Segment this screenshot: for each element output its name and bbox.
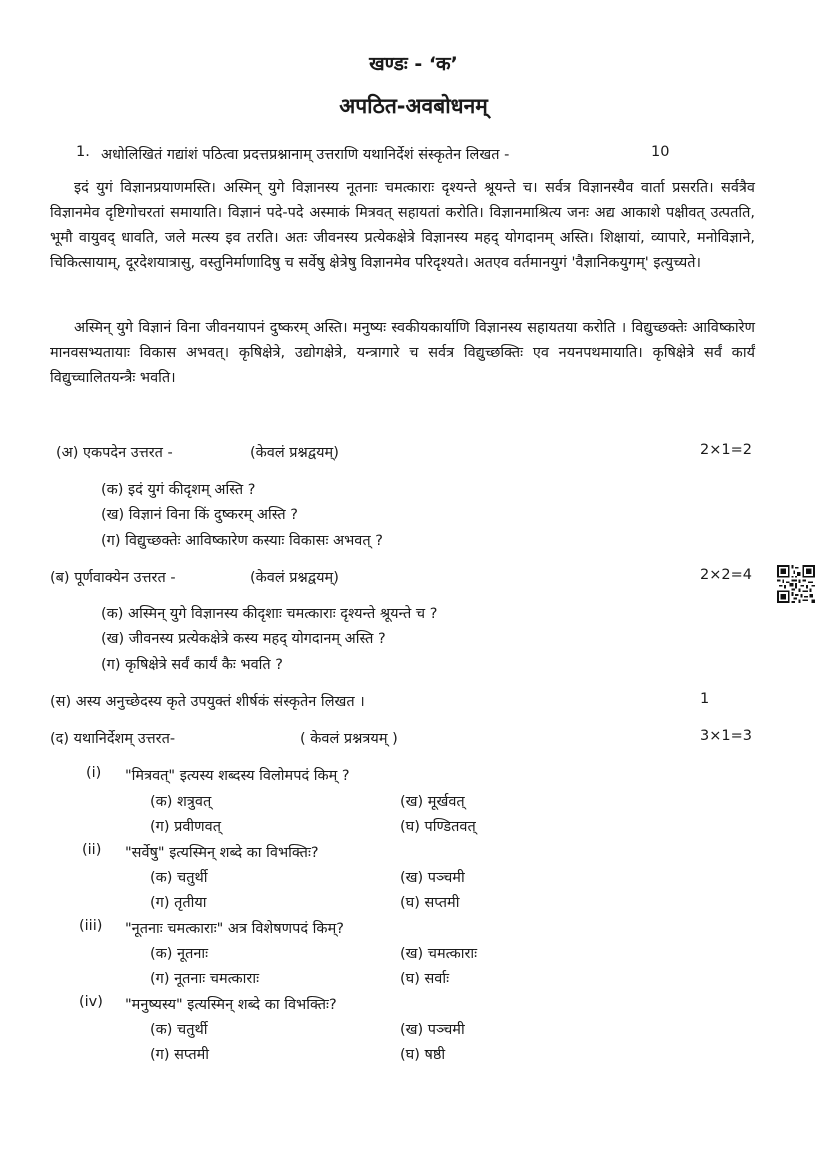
question-marks: 10 [651,144,670,160]
question-number: 1. [76,144,90,160]
option: (ख) मूर्खवत् [400,794,465,810]
sub-question-text: "मित्रवत्" इत्यस्य शब्दस्य विलोमपदं किम् ? [125,768,350,784]
sub-question-text: "मनुष्यस्य" इत्यस्मिन् शब्दे का विभक्तिः? [125,997,337,1013]
option: (घ) सर्वाः [400,971,450,987]
paragraph-1-text: इदं युगं विज्ञानप्रयाणमस्ति। अस्मिन् युगे विज्ञानस्य नूतनाः चमत्काराः दृश्यन्ते श्रूयन्ते च। सर्वत्र विज्ञानस्यैव वार्ता प्रसरति। सर्वत्रैव विज्ञानमेव दृष्टिगोचरतां समायाति। विज्ञानं पदे-पदे अस्माकं मित्रवत् सहायतां करोति। विज्ञानमाश्रित्य जनः अद्य आकाशे पक्षीवत् उत्पतति, भूमौ वायुवद् धावति, जले मत्स्य इव तरति। अतः जीवनस्य प्रत्येकक्षेत्रे विज्ञानस्य महद् योगदानम् अस्ति। शिक्षायां, व्यापारे, मनोविज्ञाने, चिकित्सायाम्, दूरदेशयात्रासु, वस्तुनिर्माणादिषु च सर्वेषु क्षेत्रेषु विज्ञानमेव परिदृश्यते। अतएव वर्तमानयुगं 'वैज्ञानिकयुगम्' इत्युच्यते। [50,180,755,271]
part-a-item: (ग) विद्युच्छक्तेः आविष्कारेण कस्याः विकासः अभवत् ? [101,533,383,549]
option: (ग) नूतनाः चमत्काराः [150,971,260,987]
option: (ग) तृतीया [150,895,207,911]
part-a-marks: 2×1=2 [700,442,752,458]
section-title: खण्डः - ‘क’ [369,53,458,75]
part-b-item: (ग) कृषिक्षेत्रे सर्वं कार्यं कैः भवति ? [101,657,284,673]
part-a-note: (केवलं प्रश्नद्वयम्) [250,445,339,461]
part-d-note: ( केवलं प्रश्नत्रयम् ) [300,731,398,747]
question-instruction: अधोलिखितं गद्यांशं पठित्वा प्रदत्तप्रश्नानाम् उत्तराणि यथानिर्देशं संस्कृतेन लिखत - [101,147,510,163]
part-c-marks: 1 [700,691,710,707]
paragraph-2-text: अस्मिन् युगे विज्ञानं विना जीवनयापनं दुष्करम् अस्ति। मनुष्यः स्वकीयकार्याणि विज्ञानस्य सहायतया करोति । विद्युच्छक्तेः आविष्कारेण मानवसभ्यतायाः विकास अभवत्। कृषिक्षेत्रे, उद्योगक्षेत्रे, यन्त्रागारे च सर्वत्र विद्युच्छक्तिः एव नयनपथमायाति। कृषिक्षेत्रे सर्वं कार्यं विद्युच्चालितयन्त्रैः भवति। [50,320,755,386]
option: (क) नूतनाः [150,946,209,962]
part-d-marks: 3×1=3 [700,728,752,744]
part-d-label: (द) यथानिर्देशम् उत्तरत- [50,731,176,747]
section-subtitle: अपठित-अवबोधनम् [339,94,488,118]
part-c-label: (स) अस्य अनुच्छेदस्य कृते उपयुक्तं शीर्षकं संस्कृतेन लिखत । [50,694,365,710]
sub-question-text: "नूतनाः चमत्काराः" अत्र विशेषणपदं किम्? [125,921,344,937]
passage-paragraph-1 [50,176,755,276]
part-b-item: (क) अस्मिन् युगे विज्ञानस्य कीदृशाः चमत्काराः दृश्यन्ते श्रूयन्ते च ? [101,606,438,622]
option: (ग) सप्तमी [150,1047,210,1063]
sub-question-number: (iii) [79,918,103,934]
part-a-item: (ख) विज्ञानं विना किं दुष्करम् अस्ति ? [101,507,298,523]
option: (ख) चमत्काराः [400,946,478,962]
option: (क) चतुर्थी [150,870,208,886]
option: (ख) पञ्चमी [400,1022,465,1038]
sub-question-text: "सर्वेषु" इत्यस्मिन् शब्दे का विभक्तिः? [125,845,319,861]
part-b-item: (ख) जीवनस्य प्रत्येकक्षेत्रे कस्य महद् योगदानम् अस्ति ? [101,631,386,647]
part-b-label: (ब) पूर्णवाक्येन उत्तरत - [50,570,176,586]
passage-paragraph-2 [50,316,755,391]
sub-question-number: (iv) [79,994,103,1010]
option: (क) चतुर्थी [150,1022,208,1038]
part-a-item: (क) इदं युगं कीदृशम् अस्ति ? [101,482,256,498]
option: (घ) षष्ठी [400,1047,446,1063]
sub-question-number: (i) [86,765,102,781]
qr-code-icon [777,565,815,603]
option: (क) शत्रुवत् [150,794,212,810]
option: (ग) प्रवीणवत् [150,819,221,835]
option: (घ) सप्तमी [400,895,460,911]
part-b-note: (केवलं प्रश्नद्वयम्) [250,570,339,586]
sub-question-number: (ii) [82,842,102,858]
option: (घ) पण्डितवत् [400,819,476,835]
part-a-label: (अ) एकपदेन उत्तरत - [56,445,173,461]
part-b-marks: 2×2=4 [700,567,752,583]
option: (ख) पञ्चमी [400,870,465,886]
